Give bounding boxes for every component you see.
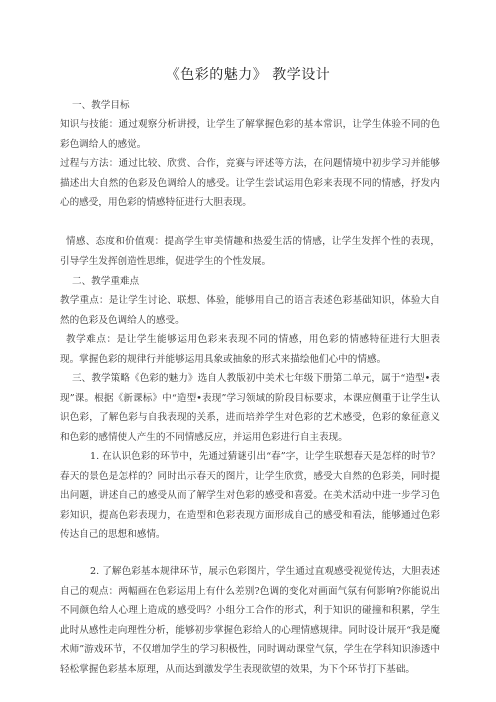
section-heading-key-points: 二、教学重难点	[72, 276, 140, 287]
paragraph-step-2: 2. 了解色彩基本规律环节，展示色彩图片，学生通过直观感受视觉传达，大胆表述自己的观点：两幅画在色彩运用上有什么差别?色调的变化对画面气氛有何影响?你能说出不同颜色给人心理上造成的感受吗？小组分工合作的形式，利于知识的碰撞和积累，学生此时从感性走向理性分析，能够初步掌握色彩给人的心理情感规律。同时设计展开“我是魔术师”游戏环节，不仅增加学生的学习积极性，同时调动课堂气氛，学生在学科知识渗透中轻松掌握色彩基本原理，从而达到激发学生表现欲望的效果，为下个环节打下基础。	[60, 566, 440, 675]
section-heading-objectives: 一、教学目标	[72, 100, 130, 111]
paragraph-teaching-difficulty: 教学难点：是让学生能够运用色彩来表现不同的情感，用色彩的情感特征进行大胆表现。掌握色彩的规律行并能够运用具象或抽象的形式来描绘他们心中的情感。	[60, 334, 440, 365]
paragraph-emotion-values: 情感、态度和价值观：提高学生审美情趣和热爱生活的情感，让学生发挥个性的表现，引导学生发挥创造性思维，促进学生的个性发展。	[60, 236, 440, 267]
paragraph-step-1: 1. 在认识色彩的环节中，先通过猜谜引出“春”字，让学生联想春天是怎样的时节？春天的景色是怎样的？同时出示春天的图片，让学生欣赏，感受大自然的色彩美，同时提出问题，讲述自己的感受从而了解学生对色彩的感受和喜爱。在美术活动中进一步学习色彩知识，提高色彩表现力，在造型和色彩表现方面形成自己的感受和看法，能够通过色彩传达自己的思想和感情。	[60, 451, 440, 540]
paragraph-teaching-strategy: 三、教学策略《色彩的魅力》选自人教版初中美术七年级下册第二单元，属于“造型•表现”课。根据《新课标》中“造型•表现”学习领域的阶段目标要求，本课应侧重于让学生认识色彩，了解色彩与自我表现的关系，进而培养学生对色彩的艺术感受，色彩的象征意义和色彩的感情使人产生的不同情感反应，并运用色彩进行自主表现。	[60, 373, 440, 443]
document-title: 《色彩的魅力》 教学设计	[165, 67, 331, 83]
paragraph-knowledge-skills: 知识与技能：通过观察分析讲授，让学生了解掌握色彩的基本常识，让学生体验不同的色彩色调给人的感觉。	[60, 119, 440, 150]
paragraph-process-methods: 过程与方法：通过比较、欣赏、合作，竞赛与评述等方法，在问题情境中初步学习并能够描述出大自然的色彩及色调给人的感受。让学生尝试运用色彩来表现不同的情感，抒发内心的感受，用色彩的情感特征进行大胆表现。	[60, 158, 440, 208]
paragraph-teaching-focus: 教学重点：是让学生讨论、联想、体验，能够用自己的语言表述色彩基础知识，体验大自然的色彩及色调给人的感受。	[60, 295, 440, 326]
